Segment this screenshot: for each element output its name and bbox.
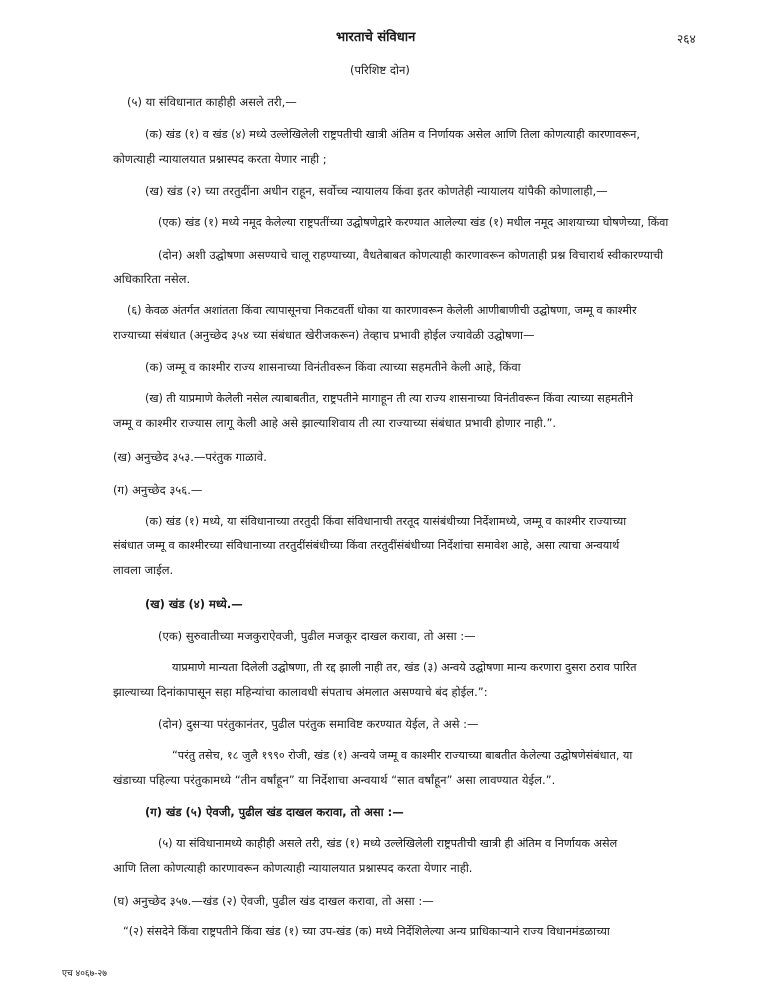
art356-ga-heading: (ग) खंड (५) ऐवजी, पुढील खंड दाखल करावा, तो असा :—: [145, 805, 404, 819]
clause-5-ka-line-1: (क) खंड (१) व खंड (४) मध्ये उल्लेखिलेली राष्ट्रपतीची खात्री अंतिम व निर्णायक असेल आणि तिला कोणत्याही कारणावरून,: [145, 128, 640, 141]
appendix-label: (परिशिष्ट दोन): [350, 63, 410, 77]
footer-code: एच ४०६७-२७: [62, 969, 107, 979]
page-title: भारताचे संविधान: [336, 30, 416, 45]
art356-kha-don: (दोन) दुसऱ्या परंतुकानंतर, पुढील परंतुक समाविष्ट करण्यात येईल, ते असे :—: [158, 717, 479, 731]
proviso-line-1: “परंतु तसेच, १८ जुलै १९९० रोजी, खंड (१) अन्वये जम्मू व काश्मीर राज्याच्या बाबतीत केलेल्या उद्घोषणेसंबंधात, या: [172, 749, 633, 762]
clause-5-kha-don-line-1: (दोन) अशी उद्घोषणा असण्याचे चालू राहण्याच्या, वैधतेबाबत कोणत्याही कारणावरून कोणताही प्रश्न विचारार्थ स्वीकारण्याची: [158, 248, 664, 262]
art356-ka-line-1: (क) खंड (१) मध्ये, या संविधानाच्या तरतुदी किंवा संविधानाची तरतूद यासंबंधीच्या निर्देशामध्ये, जम्मू व काश्मीर राज्याच्या: [145, 515, 627, 528]
page-number: २६४: [677, 32, 696, 46]
clause-5-kha-don-line-2: अधिकारिता नसेल.: [113, 272, 191, 286]
art356-kha-ek: (एक) सुरुवातीच्या मजकुराऐवजी, पुढील मजकूर दाखल करावा, तो असा :—: [158, 629, 476, 643]
proviso-line-2: खंडाच्या पहिल्या परंतुकामध्ये “तीन वर्षांहून” या निर्देशाचा अन्वयार्थ “सात वर्षांहून” असा लावण्यात येईल.”.: [113, 773, 556, 787]
clause-6-line-1: (६) केवळ अंतर्गत अशांतता किंवा त्यापासूनचा निकटवर्ती धोका या कारणावरून केलेली आणीबाणीची उद्घोषणा, जम्मू व काश्मीर: [127, 304, 637, 317]
art356-ka-line-3: लावला जाईल.: [113, 563, 174, 577]
clause-6-kha-line-1: (ख) ती याप्रमाणे केलेली नसेल त्याबाबतीत, राष्ट्रपतीने मागाहून ती त्या राज्य शासनाच्या विनंतीवरून किंवा त्याच्या सहमतीने: [145, 392, 633, 405]
clause-5-heading: (५) या संविधानात काहीही असले तरी,—: [127, 95, 297, 109]
art356-ka-line-2: संबंधात जम्मू व काश्मीरच्या संविधानाच्या तरतुदींसंबंधीच्या किंवा तरतुदींसंबंधीच्या निर्देशांचा समावेश आहे, असा त्याचा अन्वयार्थ: [113, 539, 620, 552]
item-gha-article-357: (घ) अनुच्छेद ३५७.—खंड (२) ऐवजी, पुढील खंड दाखल करावा, तो असा :—: [113, 894, 434, 908]
art356-clause-5-line-2: आणि तिला कोणत्याही कारणावरून कोणत्याही न्यायालयात प्रश्नास्पद करता येणार नाही.: [113, 861, 473, 875]
art356-quote-line-2: झाल्याच्या दिनांकापासून सहा महिन्यांचा कालावधी संपताच अंमलात असण्याचे बंद होईल.”:: [113, 685, 488, 699]
clause-5-ka-line-2: कोणत्याही न्यायालयात प्रश्नास्पद करता येणार नाही ;: [113, 152, 327, 166]
clause-5-kha-ek: (एक) खंड (१) मध्ये नमूद केलेल्या राष्ट्रपतींच्या उद्घोषणेद्वारे करण्यात आलेल्या खंड (१) मधील नमूद आशयाच्या घोषणेच्या, किंवा: [158, 216, 669, 229]
clause-6-line-2: राज्याच्या संबंधात (अनुच्छेद ३५४ च्या संबंधात खेरीजकरून) तेव्हाच प्रभावी होईल ज्यावेळी उद्घोषणा—: [113, 328, 535, 342]
clause-6-ka: (क) जम्मू व काश्मीर राज्य शासनाच्या विनंतीवरून किंवा त्याच्या सहमतीने केली आहे, किंवा: [145, 360, 521, 374]
art357-clause-2-line-1: “(२) संसदेने किंवा राष्ट्रपतीने किंवा खंड (१) च्या उप-खंड (क) मध्ये निर्देशिलेल्या अन्य प्राधिकाऱ्याने राज्य विधानमंडळाच्या: [123, 925, 610, 938]
clause-6-kha-line-2: जम्मू व काश्मीर राज्यास लागू केली आहे असे झाल्याशिवाय ती त्या राज्याच्या संबंधात प्रभावी होणार नाही.”.: [113, 416, 557, 430]
art356-quote-line-1: याप्रमाणे मान्यता दिलेली उद्घोषणा, ती रद्द झाली नाही तर, खंड (३) अन्वये उद्घोषणा मान्य करणारा दुसरा ठराव पारित: [172, 661, 637, 674]
item-ga-article-356: (ग) अनुच्छेद ३५६.—: [113, 483, 203, 497]
clause-5-kha: (ख) खंड (२) च्या तरतुदींना अधीन राहून, सर्वोच्च न्यायालय किंवा इतर कोणतेही न्यायालय यांपैकी कोणालाही,—: [145, 184, 608, 198]
art356-clause-5-line-1: (५) या संविधानामध्ये काहीही असले तरी, खंड (१) मध्ये उल्लेखिलेली राष्ट्रपतीची खात्री ही अंतिम व निर्णायक असेल: [158, 837, 618, 850]
art356-kha-heading: (ख) खंड (४) मध्ये.—: [145, 597, 243, 611]
item-kha-article-353: (ख) अनुच्छेद ३५३.—परंतुक गाळावे.: [113, 450, 267, 464]
